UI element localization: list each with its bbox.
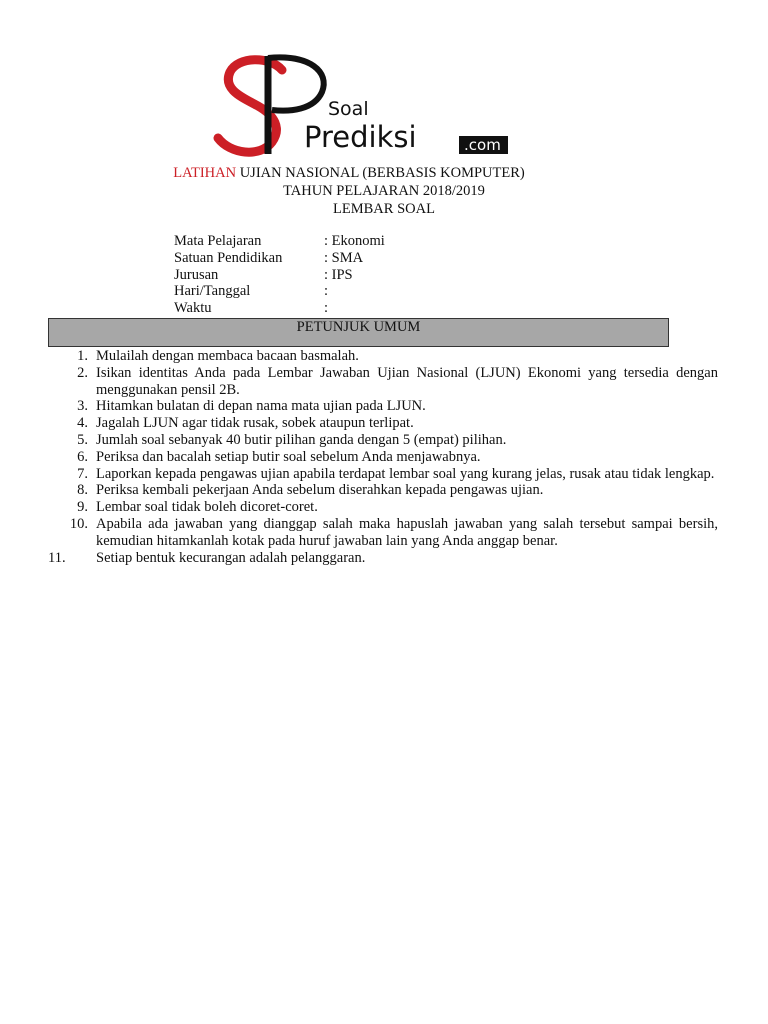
info-row [174,300,385,317]
info-row [174,283,385,300]
item-text: Jagalah LJUN agar tidak rusak, sobek ataupun terlipat. [96,415,414,432]
list-item [48,449,718,466]
title-rest: UJIAN NASIONAL (BERBASIS KOMPUTER) [236,165,525,181]
exam-title [0,164,733,182]
item-number: 9. [77,499,88,516]
logo-word-prediksi: Prediksi [304,120,417,154]
item-text: Hitamkan bulatan di depan nama mata ujian pada LJUN. [96,398,426,415]
academic-year: TAHUN PELAJARAN 2018/2019 [283,183,485,199]
info-value: : [324,300,329,317]
list-item [48,499,718,516]
item-number: 6. [77,448,88,465]
item-text: Periksa kembali pekerjaan Anda sebelum diserahkan kepada pengawas ujian. [96,482,544,499]
item-number: 11. [48,549,66,566]
list-item [48,550,718,567]
list-item [48,466,718,483]
info-label: Waktu [174,300,212,317]
logo-domain-badge: .com [459,136,508,154]
info-label: Mata Pelajaran [174,233,262,249]
info-row [174,250,385,267]
list-item [48,415,718,432]
list-item [48,398,718,415]
info-label: Satuan Pendidikan [174,249,283,266]
list-item [48,348,718,365]
item-number: 10. [69,515,88,532]
item-text: Apabila ada jawaban yang dianggap salah maka hapuslah jawaban yang salah tersebut sampai bersih, kemudian hitamkanlah kotak pada huruf jawaban lain yang Anda anggap benar. [96,515,718,549]
list-item [48,365,718,399]
item-number: 2. [77,364,88,381]
list-item [48,516,718,550]
item-number: 7. [77,465,88,482]
item-text: Mulailah dengan membaca bacaan basmalah. [96,348,359,364]
exam-info [174,233,385,317]
item-number: 1. [77,348,88,364]
info-value: : Ekonomi [324,233,385,249]
item-text: Periksa dan bacalah setiap butir soal sebelum Anda menjawabnya. [96,448,481,465]
info-value: : [324,283,329,300]
info-row [174,267,385,284]
item-text: Lembar soal tidak boleh dicoret-coret. [96,499,318,516]
item-text: Jumlah soal sebanyak 40 butir pilihan ganda dengan 5 (empat) pilihan. [96,431,507,448]
general-instructions-banner: PETUNJUK UMUM [48,318,669,347]
item-number: 4. [77,415,88,432]
info-row [174,233,385,250]
logo-word-soal: Soal [328,98,369,120]
soalprediksi-logo [210,52,555,162]
title-latihan: LATIHAN [173,165,237,181]
info-label: Jurusan [174,266,219,283]
info-value: : SMA [324,249,364,266]
list-item [48,482,718,499]
item-number: 3. [77,398,88,415]
item-text: Laporkan kepada pengawas ujian apabila terdapat lembar soal yang kurang jelas, rusak atau tidak lengkap. [96,465,715,482]
item-text: Isikan identitas Anda pada Lembar Jawaban Ujian Nasional (LJUN) Ekonomi yang tersedia dengan menggunakan pensil 2B. [96,364,718,398]
instruction-list [48,348,718,566]
list-item [48,432,718,449]
item-number: 5. [77,431,88,448]
item-text: Setiap bentuk kecurangan adalah pelanggaran. [96,549,366,566]
exam-titles [0,164,768,218]
item-number: 8. [77,482,88,499]
info-label: Hari/Tanggal [174,283,251,300]
info-value: : IPS [324,266,353,283]
sheet-type: LEMBAR SOAL [333,201,435,217]
